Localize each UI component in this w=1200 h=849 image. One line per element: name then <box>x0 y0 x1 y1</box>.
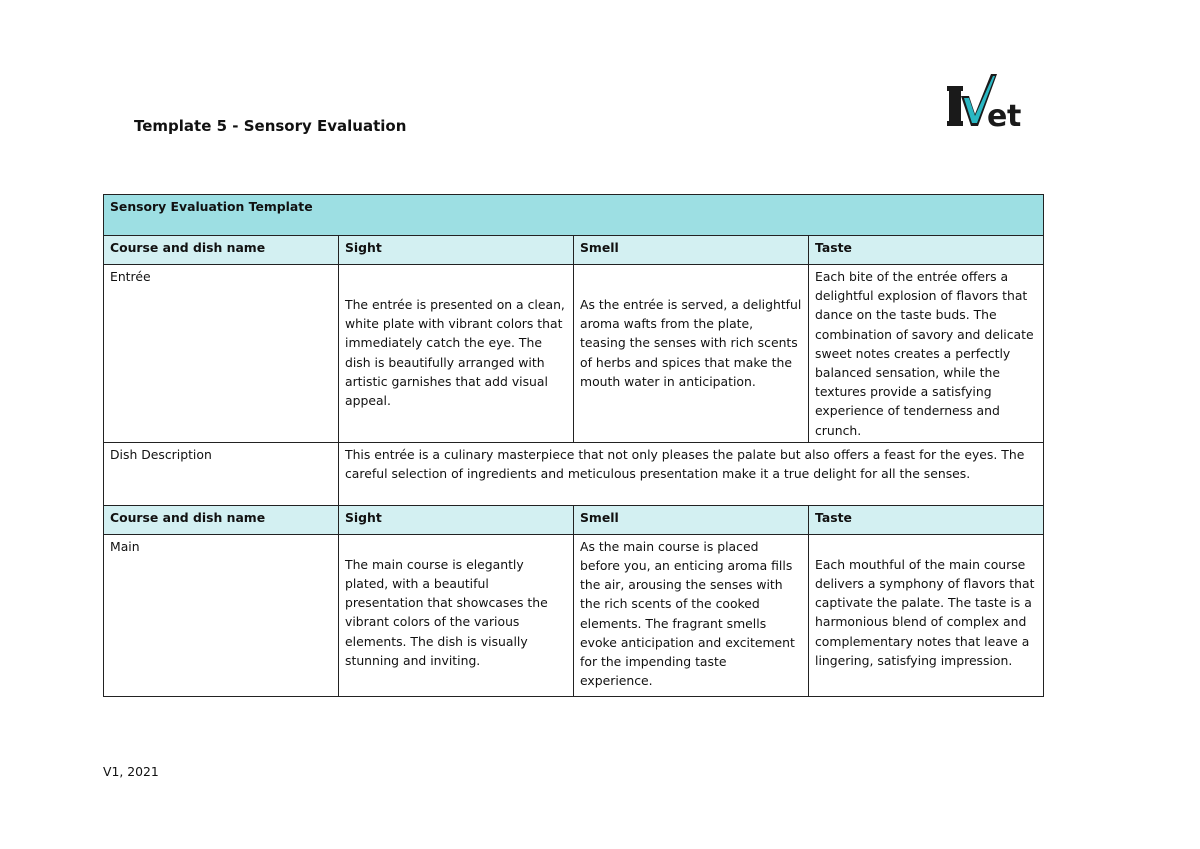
main-name: Main <box>104 534 339 696</box>
table-row-main <box>104 534 1044 696</box>
page-title: Template 5 - Sensory Evaluation <box>134 117 407 135</box>
main-sight: The main course is elegantly plated, with a beautiful presentation that showcases the vibrant colors of the various elements. The dish is visually stunning and inviting. <box>339 534 574 696</box>
header-sight: Sight <box>339 236 574 265</box>
header-taste-2: Taste <box>809 505 1044 534</box>
description-label: Dish Description <box>104 442 339 505</box>
table-title: Sensory Evaluation Template <box>104 195 1044 236</box>
version-label: V1, 2021 <box>103 764 159 779</box>
entree-description: This entrée is a culinary masterpiece that not only pleases the palate but also offers a feast for the eyes. The careful selection of ingredients and meticulous presentation make it a true delight for all the senses. <box>339 442 1044 505</box>
table-header-row <box>104 236 1044 265</box>
header-course-2: Course and dish name <box>104 505 339 534</box>
header-taste: Taste <box>809 236 1044 265</box>
main-smell: As the main course is placed before you, an enticing aroma fills the air, arousing the senses with the rich scents of the cooked elements. The fragrant smells evoke anticipation and excitement for the impending taste experience. <box>574 534 809 696</box>
table-row-description <box>104 442 1044 505</box>
header-sight-2: Sight <box>339 505 574 534</box>
svg-text:t: t <box>1007 99 1022 130</box>
sensory-evaluation-table <box>103 194 1044 697</box>
table-title-row <box>104 195 1044 236</box>
header-smell: Smell <box>574 236 809 265</box>
entree-name: Entrée <box>104 265 339 443</box>
header-course: Course and dish name <box>104 236 339 265</box>
main-taste: Each mouthful of the main course delivers a symphony of flavors that captivate the palate. The taste is a harmonious blend of complex and complementary notes that leave a lingering, satisfying impression. <box>809 534 1044 696</box>
svg-text:e: e <box>987 99 1008 130</box>
table-row-entree <box>104 265 1044 443</box>
entree-sight: The entrée is presented on a clean, white plate with vibrant colors that immediately catch the eye. The dish is beautifully arranged with artistic garnishes that add visual appeal. <box>339 265 574 443</box>
header-smell-2: Smell <box>574 505 809 534</box>
entree-smell: As the entrée is served, a delightful aroma wafts from the plate, teasing the senses with rich scents of herbs and spices that make the mouth water in anticipation. <box>574 265 809 443</box>
table-header-row-2 <box>104 505 1044 534</box>
entree-taste: Each bite of the entrée offers a delightful explosion of flavors that dance on the taste buds. The combination of savory and delicate sweet notes creates a perfectly balanced sensation, while the textures provide a satisfying experience of tenderness and crunch. <box>809 265 1044 443</box>
ivet-logo <box>947 72 1023 130</box>
